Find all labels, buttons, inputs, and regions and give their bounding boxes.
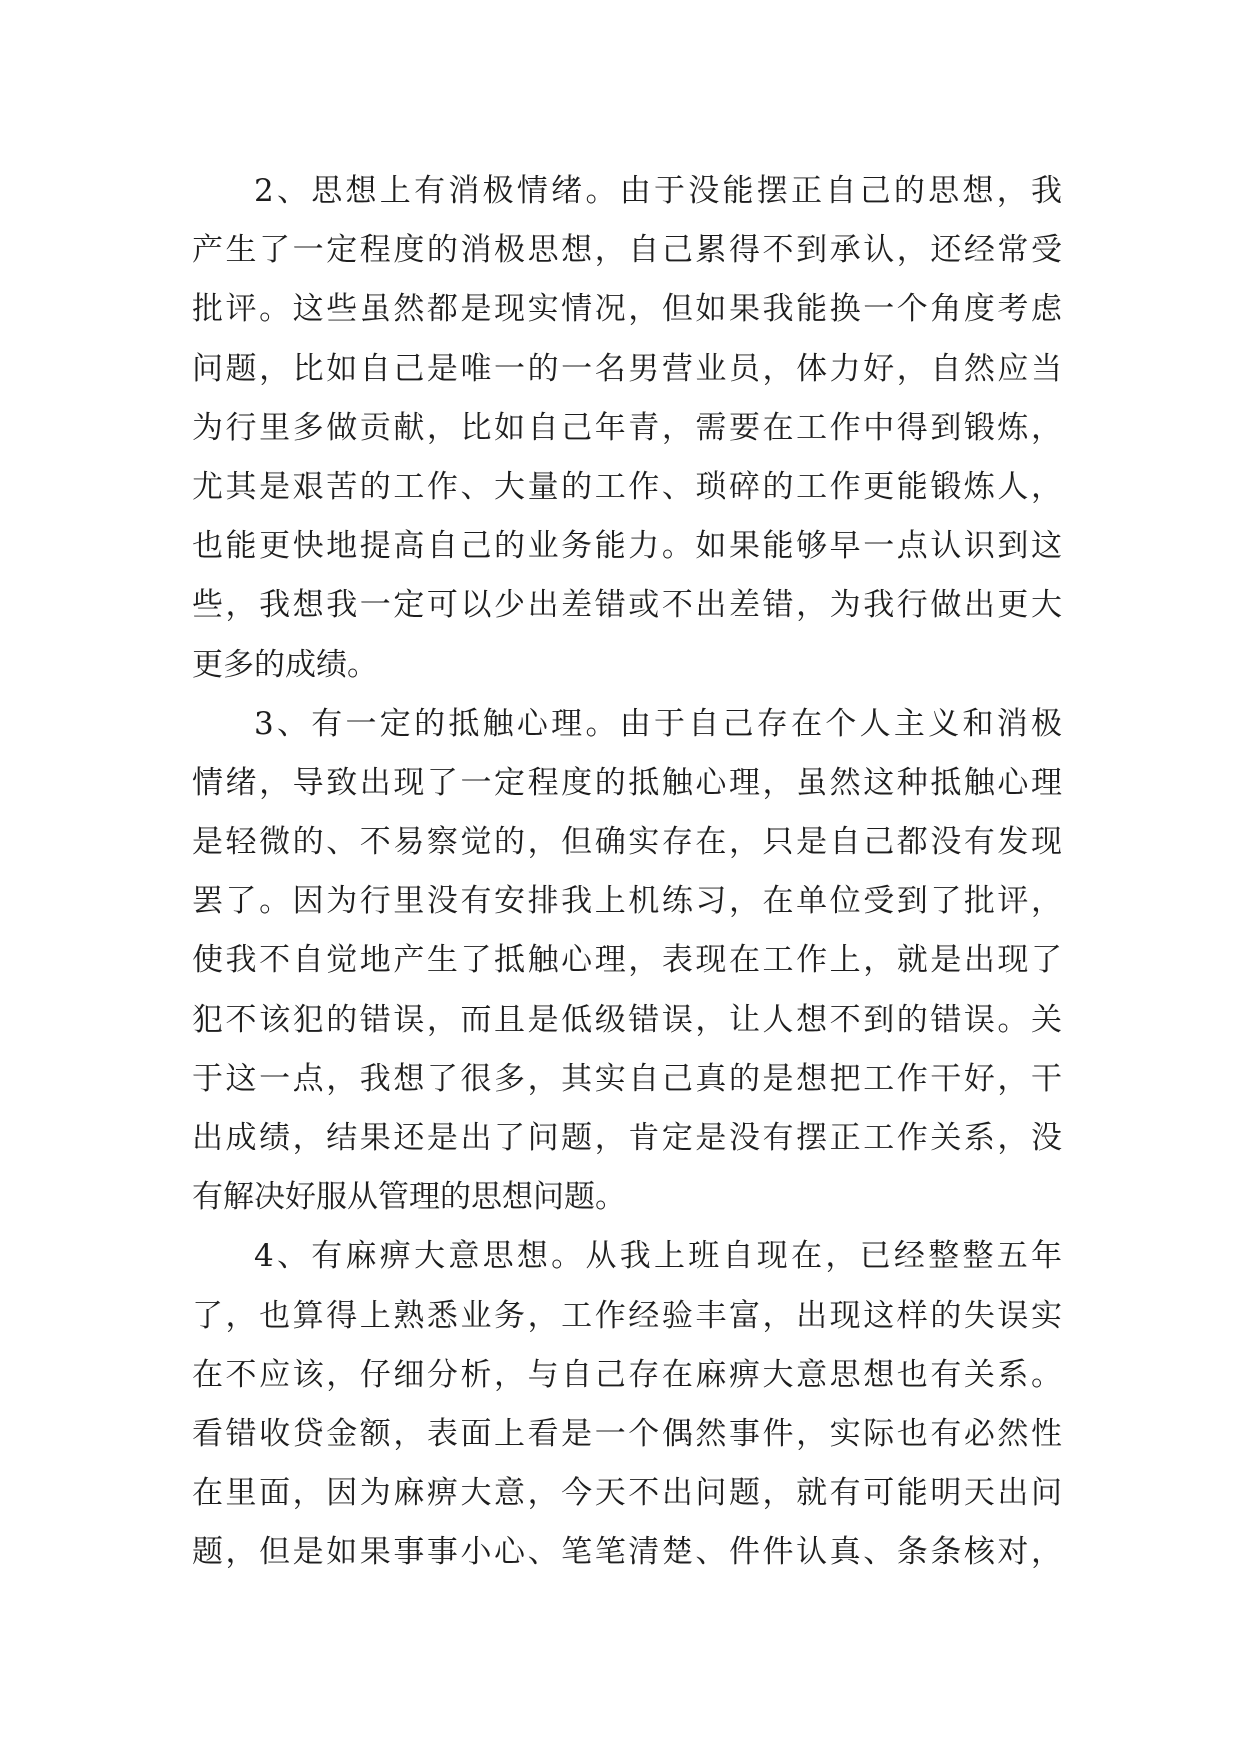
paragraph-line: 在里面，因为麻痹大意，今天不出问题，就有可能明天出问 [192, 1475, 1062, 1512]
paragraph-line: 尤其是艰苦的工作、大量的工作、琐碎的工作更能锻炼人， [192, 468, 1062, 505]
paragraph-line: 问题，比如自己是唯一的一名男营业员，体力好，自然应当 [192, 350, 1062, 387]
paragraph-line: 于这一点，我想了很多，其实自己真的是想把工作干好，干 [192, 1060, 1062, 1097]
paragraph-line: 为行里多做贡献，比如自己年青，需要在工作中得到锻炼， [192, 409, 1062, 446]
paragraph-line: 更多的成绩。 [192, 646, 378, 683]
paragraph-line: 出成绩，结果还是出了问题，肯定是没有摆正工作关系，没 [192, 1120, 1062, 1156]
paragraph-4 [192, 1227, 1062, 1582]
paragraph-line: 4、有麻痹大意思想。从我上班自现在，已经整整五年 [254, 1238, 1062, 1275]
paragraph-line: 在不应该，仔细分析，与自己存在麻痹大意思想也有关系。 [192, 1356, 1062, 1393]
paragraph-line: 产生了一定程度的消极思想，自己累得不到承认，还经常受 [192, 232, 1062, 269]
paragraph-3 [192, 695, 1062, 1228]
paragraph-2 [192, 162, 1062, 695]
paragraph-line: 犯不该犯的错误，而且是低级错误，让人想不到的错误。关 [192, 1001, 1062, 1038]
paragraph-line: 也能更快地提高自己的业务能力。如果能够早一点认识到这 [192, 528, 1062, 565]
paragraph-line: 了，也算得上熟悉业务，工作经验丰富，出现这样的失误实 [192, 1297, 1062, 1334]
paragraph-line: 2、思想上有消极情绪。由于没能摆正自己的思想，我 [254, 173, 1062, 209]
paragraph-line: 有解决好服从管理的思想问题。 [192, 1179, 626, 1216]
paragraph-line: 是轻微的、不易察觉的，但确实存在，只是自己都没有发现 [192, 824, 1062, 861]
paragraph-line: 看错收贷金额，表面上看是一个偶然事件，实际也有必然性 [192, 1415, 1062, 1452]
paragraph-line: 题，但是如果事事小心、笔笔清楚、件件认真、条条核对， [192, 1534, 1062, 1571]
paragraph-line: 3、有一定的抵触心理。由于自己存在个人主义和消极 [254, 705, 1062, 742]
paragraph-line: 使我不自觉地产生了抵触心理，表现在工作上，就是出现了 [192, 942, 1062, 979]
paragraph-line: 批评。这些虽然都是现实情况，但如果我能换一个角度考虑 [192, 291, 1062, 328]
paragraph-line: 情绪，导致出现了一定程度的抵触心理，虽然这种抵触心理 [192, 764, 1062, 801]
body-text [192, 162, 1062, 1583]
paragraph-line: 些，我想我一定可以少出差错或不出差错，为我行做出更大 [192, 587, 1062, 624]
paragraph-line: 罢了。因为行里没有安排我上机练习，在单位受到了批评， [192, 883, 1062, 920]
